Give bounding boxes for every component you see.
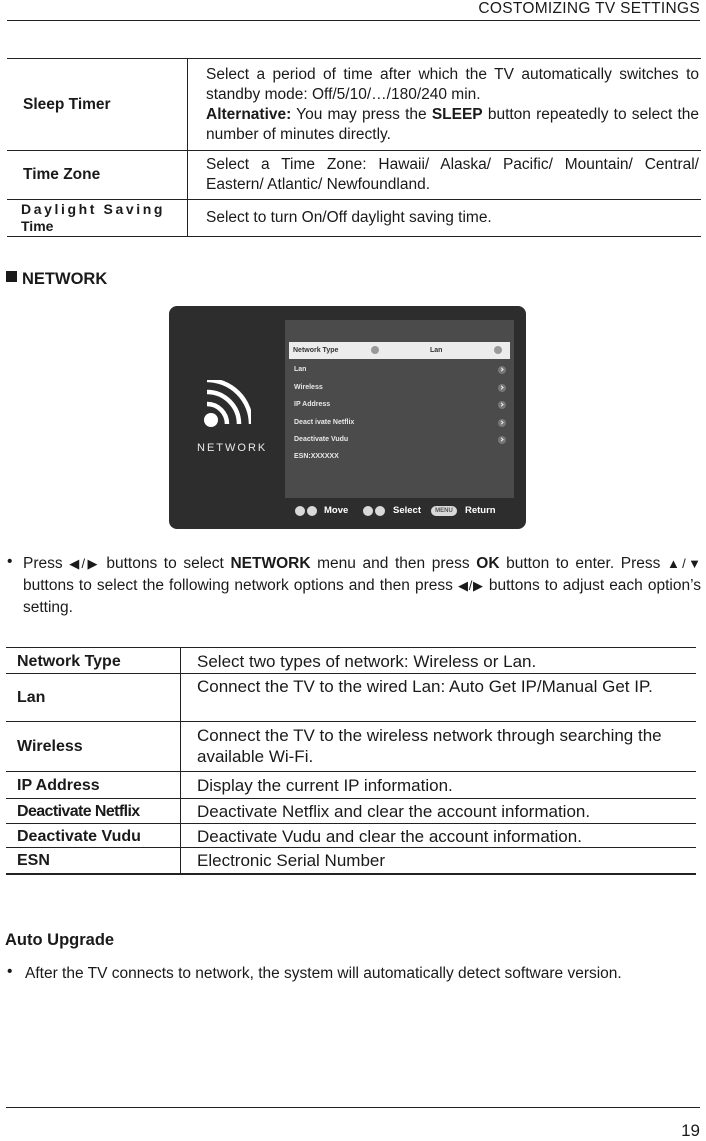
row-label: ESN (6, 848, 181, 874)
left-right-arrows-icon: ◀/▶ (69, 556, 100, 571)
row-description (188, 59, 702, 151)
table-row (7, 200, 701, 237)
option-value: Lan (430, 347, 443, 354)
row-text: button repeatedly to select the number of minutes directly. (206, 105, 699, 143)
row-label: Time Zone (7, 151, 188, 200)
up-down-arrows-icon: ▲/▼ (667, 556, 701, 571)
page-section-title: COSTOMIZING TV SETTINGS (478, 0, 700, 17)
text: button to enter. Press (499, 555, 667, 572)
return-hint: Return (465, 505, 496, 516)
chevron-right-icon[interactable] (494, 346, 502, 354)
table-row (6, 824, 696, 848)
table-row (6, 848, 696, 874)
section-heading: NETWORK (22, 270, 108, 288)
footer-divider (6, 1107, 700, 1108)
down-button-icon (307, 506, 317, 516)
row-label: Lan (6, 674, 181, 722)
table-row (7, 151, 701, 200)
menu-item-label: IP Address (294, 401, 331, 408)
option-label: Network Type (293, 347, 339, 354)
row-description: Select two types of network: Wireless or Lan. (181, 648, 697, 674)
row-label: IP Address (6, 772, 181, 799)
text: buttons to select the following network options and then press (23, 577, 458, 594)
row-label: Deactivate Netflix (6, 799, 181, 824)
row-description: Connect the TV to the wireless network through searching the available Wi-Fi. (181, 722, 697, 772)
menu-button-icon: MENU (431, 506, 457, 516)
sleep-key-name: SLEEP (431, 105, 483, 123)
esn-value: ESN:XXXXXX (294, 453, 339, 460)
left-right-arrows-icon: ◀/▶ (457, 578, 484, 593)
chevron-right-icon (498, 384, 506, 392)
table-row (6, 648, 696, 674)
chevron-right-icon (498, 419, 506, 427)
square-bullet-icon (6, 271, 17, 282)
esn-readout (294, 450, 510, 464)
section-heading: Auto Upgrade (5, 931, 115, 949)
menu-item-ip-address[interactable] (294, 398, 510, 412)
menu-name: NETWORK (230, 555, 311, 572)
tv-hint-bar (285, 503, 514, 521)
text: menu and then press (310, 555, 477, 572)
table-row (6, 799, 696, 824)
row-description: Electronic Serial Number (181, 848, 697, 874)
auto-upgrade-text: After the TV connects to network, the system will automatically detect software version. (25, 965, 622, 982)
row-label-line: Time (21, 218, 54, 234)
menu-item-deactivate-vudu[interactable] (294, 433, 510, 447)
alternative-label: Alternative: (206, 105, 292, 123)
chevron-right-icon (498, 401, 506, 409)
table-row (7, 59, 701, 151)
chevron-left-icon[interactable] (371, 346, 379, 354)
network-menu-title: NETWORK (197, 442, 268, 454)
text: buttons to adjust each option’s setting. (23, 577, 702, 616)
network-options-table (6, 647, 696, 875)
chevron-right-icon (498, 366, 506, 374)
menu-item-label: Lan (294, 366, 307, 373)
row-description: Connect the TV to the wired Lan: Auto Get IP/Manual Get IP. (181, 674, 697, 722)
select-hint: Select (393, 505, 421, 516)
table-row (6, 722, 696, 772)
bullet: • (7, 553, 13, 570)
menu-item-label: Deact ivate Netflix (294, 419, 355, 426)
page-number: 19 (681, 1121, 700, 1140)
bullet: • (7, 963, 13, 980)
up-button-icon (295, 506, 305, 516)
text: Press (23, 555, 70, 572)
tv-menu-screenshot (169, 306, 526, 529)
row-text: You may press the (291, 105, 432, 123)
chevron-right-icon (498, 436, 506, 444)
row-description: Select to turn On/Off daylight saving time. (188, 200, 702, 237)
menu-item-wireless[interactable] (294, 381, 510, 395)
header-divider (7, 20, 700, 21)
table-row (6, 674, 696, 722)
network-type-option[interactable] (289, 342, 510, 359)
row-description: Deactivate Vudu and clear the account information. (181, 824, 697, 848)
move-hint: Move (324, 505, 349, 516)
row-label: Deactivate Vudu (6, 824, 181, 848)
right-button-icon (375, 506, 385, 516)
left-button-icon (363, 506, 373, 516)
row-description: Display the current IP information. (181, 772, 697, 799)
ok-key-name: OK (476, 555, 500, 572)
menu-item-label: Wireless (294, 384, 323, 391)
table-row (6, 772, 696, 799)
row-label (7, 200, 188, 237)
network-icon (199, 380, 251, 432)
row-text: Select a period of time after which the TV automatically switches to standby mode: Off/5/10/…/180/240 min. (206, 65, 699, 103)
row-label: Sleep Timer (7, 59, 188, 151)
row-description: Select a Time Zone: Hawaii/ Alaska/ Pacific/ Mountain/ Central/ Eastern/ Atlantic/ Newfoundland. (188, 151, 702, 200)
network-options-panel (285, 320, 514, 498)
menu-item-label: Deactivate Vudu (294, 436, 349, 443)
settings-table (7, 58, 701, 237)
menu-item-lan[interactable] (294, 363, 510, 377)
row-label: Network Type (6, 648, 181, 674)
row-label-line: Daylight Saving (21, 201, 166, 217)
network-instructions (23, 553, 701, 619)
row-description: Deactivate Netflix and clear the account information. (181, 799, 697, 824)
text: buttons to select (99, 555, 231, 572)
menu-item-deactivate-netflix[interactable] (294, 416, 510, 430)
row-label: Wireless (6, 722, 181, 772)
